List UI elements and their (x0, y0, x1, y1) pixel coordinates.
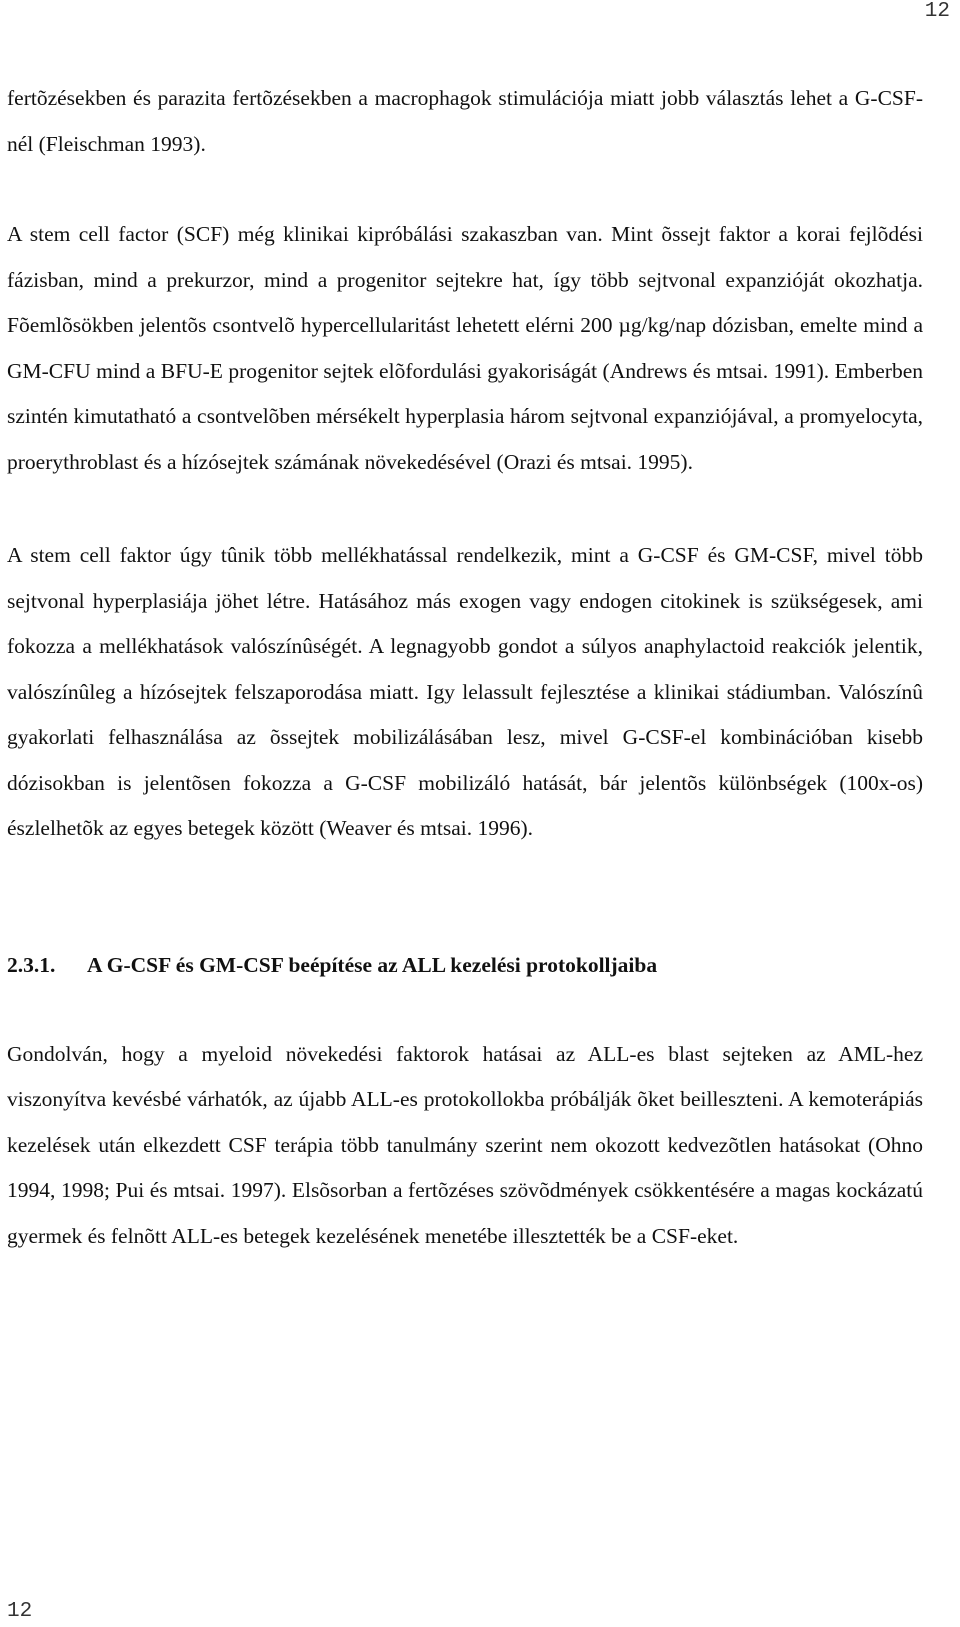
section-gap (7, 988, 923, 1032)
paragraph-gap (7, 167, 923, 212)
section-number: 2.3.1. (7, 952, 56, 977)
page-number-bottom: 12 (7, 1600, 33, 1623)
page-number-top: 12 (924, 0, 950, 23)
document-body (7, 76, 923, 1259)
paragraph-side-effects: A stem cell faktor úgy tûnik több mellékhatással rendelkezik, mint a G-CSF és GM-CSF, mivel több sejtvonal hyperplasiája jöhet létre. Hatásához más exogen vagy endogen citokinek is szükségesek, ami fokozza a mellékhatások valószínûségét. A legnagyobb gondot a súlyos anaphylactoid reakciók jelentik, valószínûleg a hízósejtek felszaporodása miatt. Igy lelassult fejlesztése a klinikai stádiumban. Valószínû gyakorlati felhasználása az õssejtek mobilizálásában lesz, mivel G-CSF-el kombinációban kisebb dózisokban is jelentõsen fokozza a G-CSF mobilizáló hatását, bár jelentõs különbségek (100x-os) észlelhetõk az egyes betegek között (Weaver és mtsai. 1996). (7, 543, 923, 840)
paragraph-all-protocols: Gondolván, hogy a myeloid növekedési faktorok hatásai az ALL-es blast sejteken az AML-hez viszonyítva kevésbé várhatók, az újabb ALL-es protokollokba próbálják õket beilleszteni. A kemoterápiás kezelések után elkezdett CSF terápia több tanulmány szerint nem okozott kedvezõtlen hatásokat (Ohno 1994, 1998; Pui és mtsai. 1997). Elsõsorban a fertõzéses szövõdmények csökkentésére a magas kockázatú gyermek és felnõtt ALL-es betegek kezelésének menetébe illesztették be a CSF-eket. (7, 1041, 923, 1248)
section-title: A G-CSF és GM-CSF beépítése az ALL kezelési protokolljaiba (87, 952, 658, 977)
paragraph-gap (7, 485, 923, 533)
section-heading (7, 943, 923, 988)
section-gap (7, 852, 923, 943)
paragraph-stem-cell-factor: A stem cell factor (SCF) még klinikai kipróbálási szakaszban van. Mint õssejt faktor a korai fejlõdési fázisban, mind a prekurzor, mind a progenitor sejtekre hat, így több sejtvonal expanzióját okozhatja. Fõemlõsökben jelentõs csontvelõ hypercellularitást lehetett elérni 200 µg/kg/nap dózisban, emelte mind a GM-CFU mind a BFU-E progenitor sejtek elõfordulási gyakoriságát (Andrews és mtsai. 1991). Emberben szintén kimutatható a csontvelõben mérsékelt hyperplasia három sejtvonal expanziójával, a promyelocyta, proerythroblast és a hízósejtek számának növekedésével (Orazi és mtsai. 1995). (7, 222, 923, 474)
paragraph-infections: fertõzésekben és parazita fertõzésekben a macrophagok stimulációja miatt jobb választás lehet a G-CSF-nél (Fleischman 1993). (7, 86, 923, 156)
